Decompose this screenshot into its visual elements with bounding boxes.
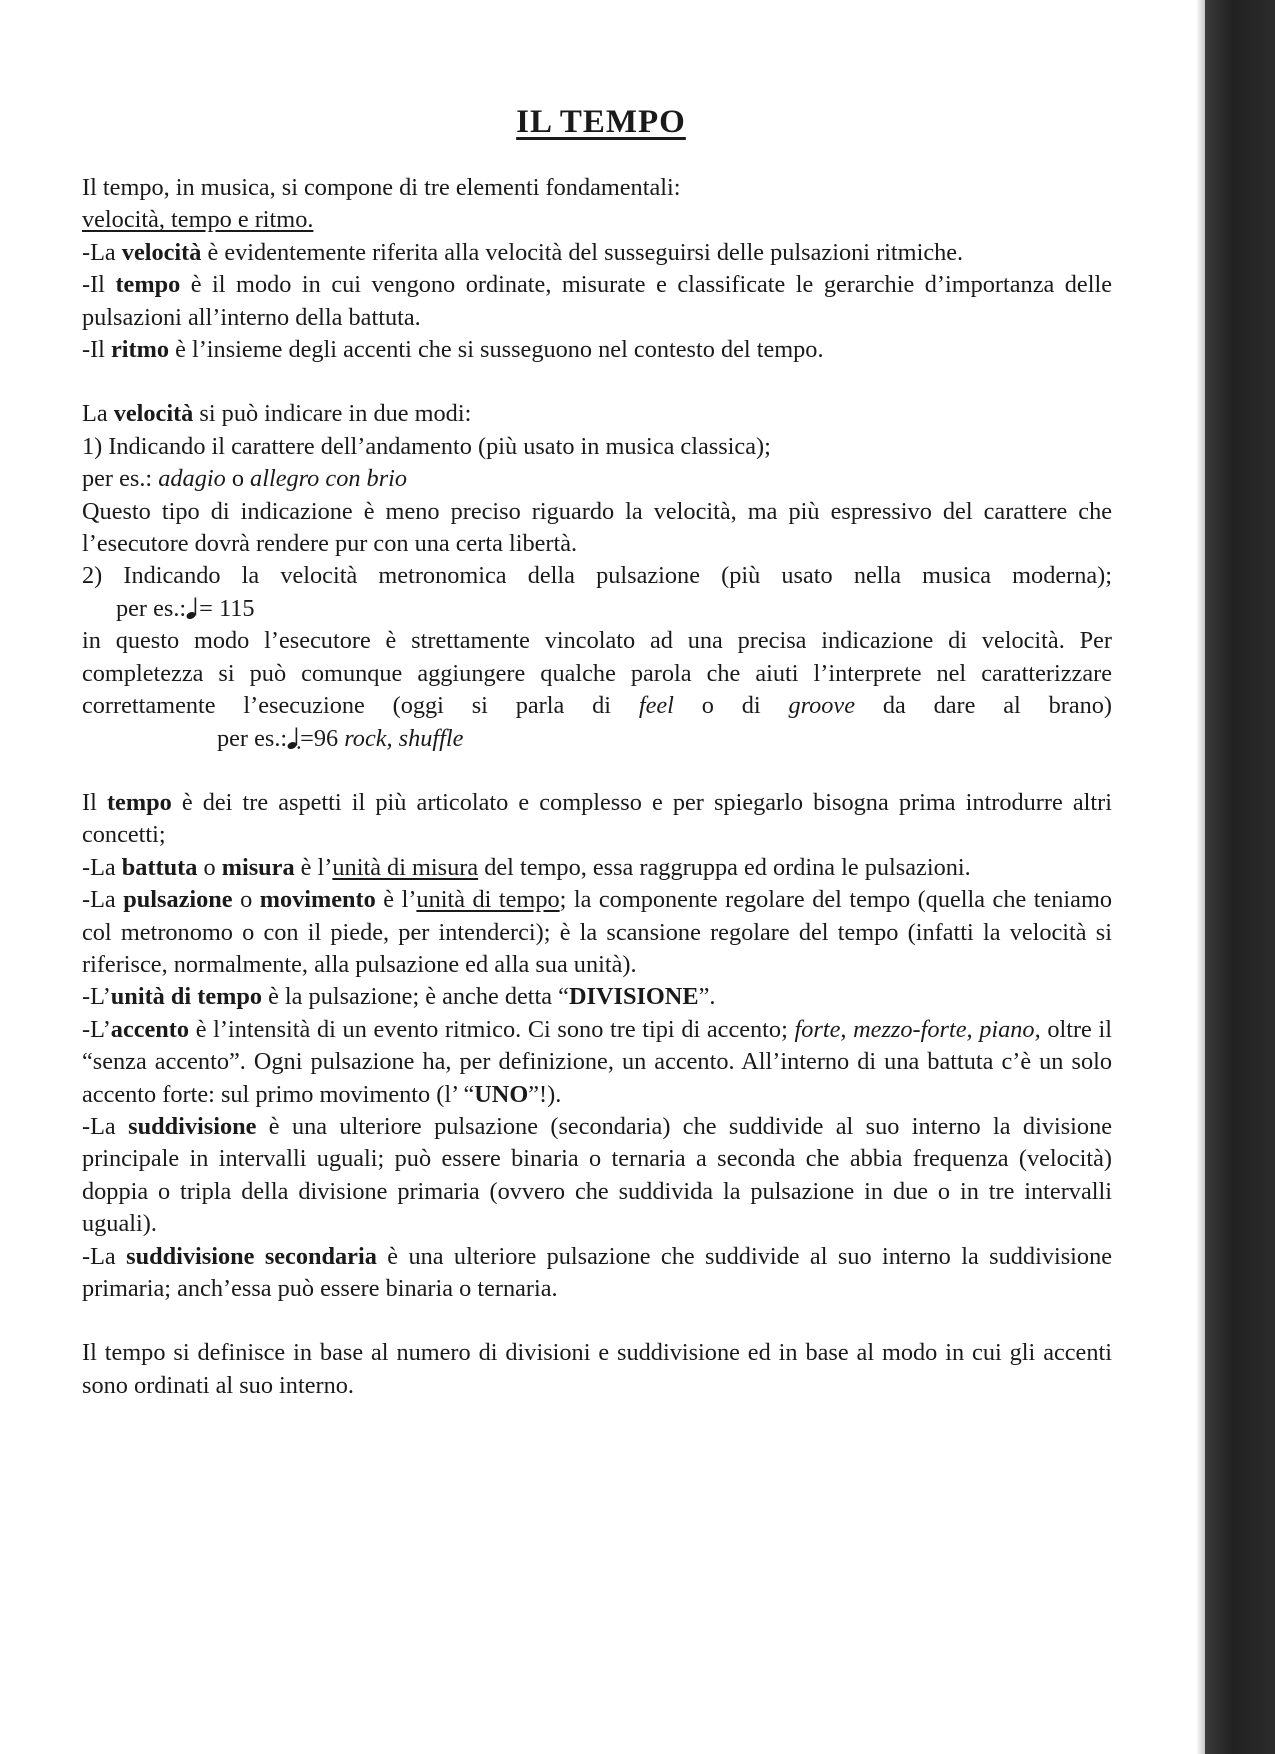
paragraph-gap [82, 1305, 1112, 1337]
text-run: o [197, 853, 222, 881]
term-velocita: velocità [121, 238, 202, 266]
mode-one [82, 431, 1112, 496]
text-run: -L’ [82, 1015, 111, 1043]
text-run: ; la componente regolare del tempo (quella che teniamo col metronomo o con il piede, per intenderci); è la scansione regolare del tempo (infatti la velocità si riferisce, normalmente, alla pulsazione ed alla sua unità). [82, 886, 1113, 978]
term-groove: groove [788, 692, 856, 720]
quarter-note-icon [186, 596, 199, 620]
unita-di-tempo-definition [82, 981, 1112, 1013]
intro-line: Il tempo, in musica, si compone di tre elementi fondamentali: [82, 174, 681, 201]
suddivisione-definition [82, 1111, 1112, 1241]
text-run: del tempo, essa raggruppa ed ordina le pulsazioni. [478, 853, 971, 881]
style-examples: rock, shuffle [344, 724, 464, 752]
text-run: 1) Indicando il carattere dell’andamento (più usato in musica classica); [82, 432, 771, 460]
mode-two-note [82, 625, 1112, 755]
term-suddivisione-secondaria: suddivisione secondaria [126, 1242, 377, 1270]
text-run: La [82, 400, 114, 428]
text-run: è una ulteriore pulsazione (secondaria) che suddivide al suo interno la divisione principale in intervalli uguali; può essere binaria o ternaria a seconda che abbia frequenza (velocità) doppia o tripla della divisione primaria (ovvero che suddivida la pulsazione in due o in tre intervalli uguali). [82, 1112, 1112, 1238]
text-run: è evidentemente riferita alla velocità del susseguirsi delle pulsazioni ritmiche. [201, 238, 964, 266]
tempo-intro [82, 787, 1112, 852]
text-run: è dei tre aspetti il più articolato e complesso e per spiegarlo bisogna prima introdurre altri concetti; [82, 788, 1112, 849]
text-run: è l’intensità di un evento ritmico. Ci sono tre tipi di accento; [189, 1015, 795, 1043]
text-run: per es.: [82, 465, 159, 493]
text-run: -La [82, 238, 122, 266]
term-misura: misura [221, 853, 295, 881]
term-divisione: DIVISIONE [568, 983, 699, 1011]
metronome-example [116, 593, 255, 625]
underlined-term: unità di misura [332, 853, 479, 881]
text-run: ”. [698, 983, 716, 1011]
text-run: o [225, 465, 251, 493]
rhythm-definition [82, 334, 1112, 366]
term-velocita: velocità [113, 400, 194, 428]
tempo-definition [82, 269, 1112, 334]
text-run: oltre il “senza accento”. Ogni pulsazione ha, per definizione, un accento. All’interno di una battuta c’è un solo accento forte: sul primo movimento (l’ “ [82, 1015, 1112, 1108]
elements-list: velocità, tempo e ritmo. [82, 206, 314, 234]
accento-definition [82, 1014, 1112, 1111]
mode-two [82, 560, 1112, 625]
text-run: 2) Indicando la velocità metronomica della pulsazione (più usato nella musica moderna); [82, 562, 1112, 590]
text-run: è la pulsazione; è anche detta “ [262, 983, 569, 1011]
text-run: -La [82, 886, 124, 914]
metronome-example [217, 723, 463, 755]
term-tempo: tempo [106, 788, 172, 816]
term-suddivisione: suddivisione [128, 1112, 257, 1140]
underlined-term: unità di tempo [416, 886, 560, 914]
text-run: ”!). [528, 1080, 562, 1108]
text-run: è il modo in cui vengono ordinate, misurate e classificate le gerarchie d’importanza delle pulsazioni all’interno della battuta. [82, 271, 1112, 331]
paragraph-gap [82, 366, 1112, 398]
closing-paragraph: Il tempo si definisce in base al numero di divisioni e suddivisione ed in base al modo in cui gli accenti sono ordinati al suo interno. [82, 1339, 1112, 1399]
term-uno: UNO [474, 1080, 529, 1108]
term-movimento: movimento [259, 886, 376, 914]
term-pulsazione: pulsazione [123, 886, 233, 914]
text-run: = 115 [199, 594, 255, 622]
term-battuta: battuta [121, 853, 198, 881]
velocity-definition [82, 237, 1112, 269]
term-ritmo: ritmo [111, 336, 170, 364]
mode-one-note: Questo tipo di indicazione è meno preciso riguardo la velocità, ma più espressivo del carattere che l’esecutore dovrà rendere pur con una certa libertà. [82, 497, 1112, 558]
text-run: -La [82, 1242, 127, 1270]
pulsazione-definition [82, 884, 1112, 981]
example-adagio: adagio [158, 465, 226, 493]
term-feel: feel [638, 692, 674, 720]
text-run: in questo modo l’esecutore è strettamente vincolato ad una precisa indicazione di velocità. Per completezza si può comunque aggiungere qualche parola che aiuti l’interprete nel caratterizzare correttamente l’esecuzione (oggi si parla di [82, 627, 1112, 720]
text-run: o di [673, 692, 789, 720]
text-run: -Il [82, 336, 112, 364]
velocity-modes-intro [82, 398, 1112, 430]
text-run: è l’ [294, 853, 333, 881]
scanner-background [1205, 0, 1275, 1754]
text-run: è l’ [375, 886, 417, 914]
intro-paragraph [82, 172, 1112, 237]
text-run: si può indicare in due modi: [193, 400, 472, 428]
text-run: è l’insieme degli accenti che si susseguono nel contesto del tempo. [169, 336, 824, 364]
suddivisione-secondaria-definition [82, 1241, 1112, 1306]
text-run: -L’ [82, 983, 111, 1011]
text-run: -La [82, 1112, 129, 1140]
text-run: o [232, 886, 260, 914]
document-body [82, 172, 1112, 1402]
example-allegro: allegro con brio [250, 465, 408, 493]
term-tempo: tempo [115, 271, 181, 299]
text-run: =96 [300, 724, 345, 752]
text-run: -Il [82, 271, 116, 299]
text-run: è una ulteriore pulsazione che suddivide al suo interno la suddivisione primaria; anch’essa può essere binaria o ternaria. [82, 1242, 1113, 1302]
text-run: -La [82, 853, 122, 881]
term-unita-di-tempo: unità di tempo [110, 983, 262, 1011]
text-run: da dare al brano) [855, 692, 1112, 720]
page-title: IL TEMPO [516, 104, 686, 140]
accent-types: forte, mezzo-forte, piano, [794, 1015, 1041, 1043]
text-run: per es.: [116, 594, 187, 622]
term-accento: accento [110, 1015, 190, 1043]
text-run: Il [82, 788, 107, 816]
text-run: per es.: [217, 724, 288, 752]
dotted-quarter-note-icon [287, 726, 300, 750]
paragraph-gap [82, 755, 1112, 787]
battuta-definition [82, 852, 1112, 884]
